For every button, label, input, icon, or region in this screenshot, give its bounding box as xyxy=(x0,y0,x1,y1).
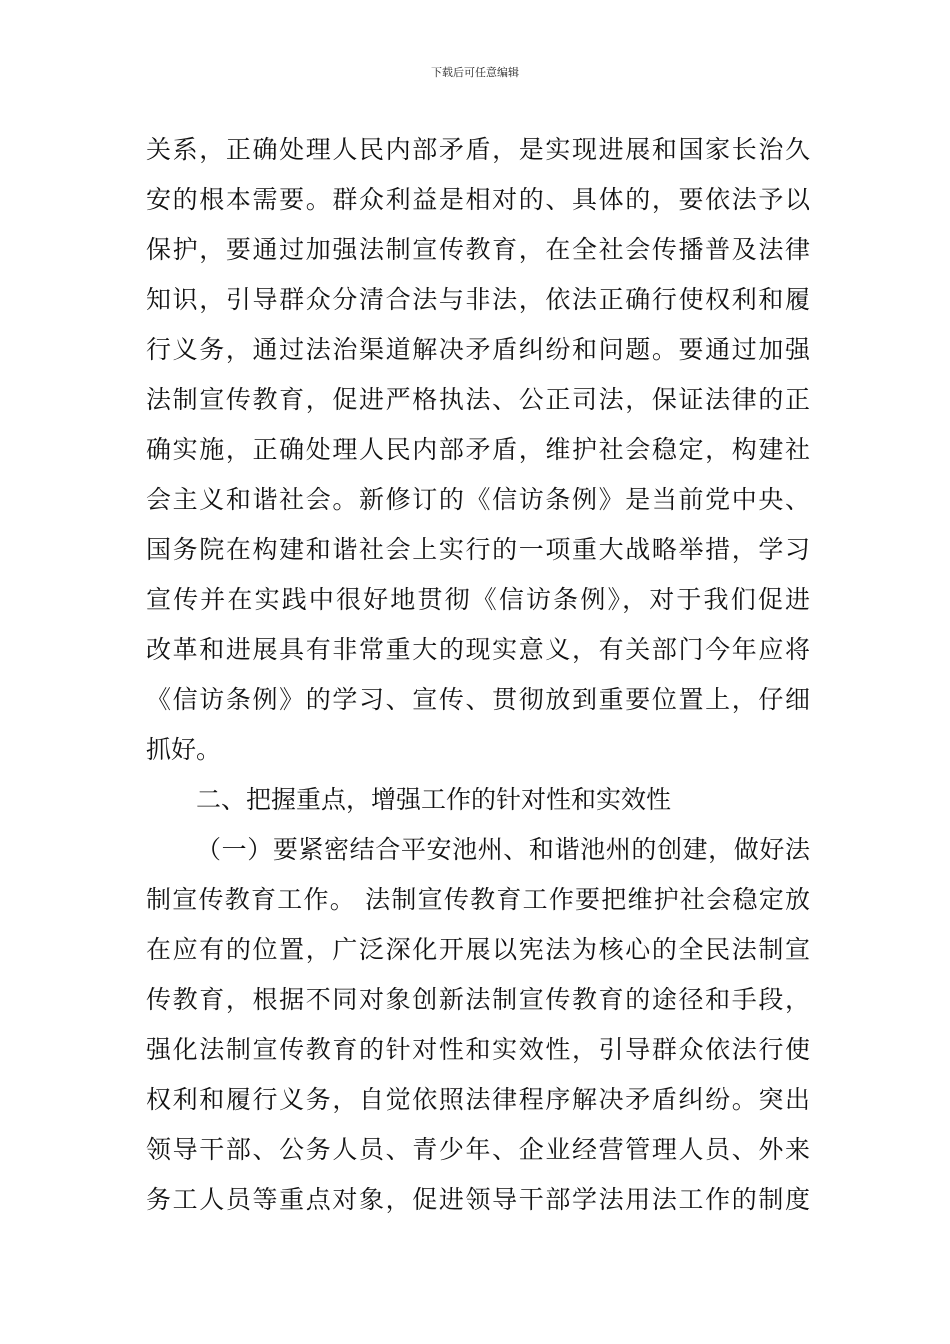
text-line: 权利和履行义务，自觉依照法律程序解决矛盾纠纷。突出 xyxy=(146,1085,810,1114)
text-line: 保护，要通过加强法制宣传教育，在全社会传播普及法律 xyxy=(146,235,810,264)
text-line: 会主义和谐社会。新修订的《信访条例》是当前党中央、 xyxy=(146,485,810,514)
text-line: 关系，正确处理人民内部矛盾，是实现进展和国家长治久 xyxy=(146,135,810,164)
text-line: 确实施，正确处理人民内部矛盾，维护社会稳定，构建社 xyxy=(146,435,810,464)
text-line: 《信访条例》的学习、宣传、贯彻放到重要位置上，仔细 xyxy=(146,685,810,714)
text-line: 国务院在构建和谐社会上实行的一项重大战略举措，学习 xyxy=(146,535,810,564)
text-line: 法制宣传教育，促进严格执法、公正司法，保证法律的正 xyxy=(146,385,810,414)
page-header-note: 下载后可任意编辑 xyxy=(431,66,519,79)
text-line: 抓好。 xyxy=(146,735,222,764)
text-line: 领导干部、公务人员、青少年、企业经营管理人员、外来 xyxy=(146,1135,810,1164)
text-line: 务工人员等重点对象，促进领导干部学法用法工作的制度 xyxy=(146,1185,810,1214)
text-line: 改革和进展具有非常重大的现实意义，有关部门今年应将 xyxy=(146,635,810,664)
text-line: 强化法制宣传教育的针对性和实效性，引导群众依法行使 xyxy=(146,1035,810,1064)
section-heading: 二、把握重点，增强工作的针对性和实效性 xyxy=(196,785,672,814)
subsection-heading: （一）要紧密结合平安池州、和谐池州的创建，做好法 xyxy=(196,835,810,864)
text-line: 行义务，通过法治渠道解决矛盾纠纷和问题。要通过加强 xyxy=(146,335,810,364)
text-line: 在应有的位置，广泛深化开展以宪法为核心的全民法制宣 xyxy=(146,935,810,964)
text-line: 知识，引导群众分清合法与非法，依法正确行使权利和履 xyxy=(146,285,810,314)
text-line: 宣传并在实践中很好地贯彻《信访条例》，对于我们促进 xyxy=(146,585,810,614)
text-line: 制宣传教育工作。 法制宣传教育工作要把维护社会稳定放 xyxy=(146,885,810,914)
document-body xyxy=(146,125,810,1225)
text-line: 安的根本需要。群众利益是相对的、具体的，要依法予以 xyxy=(146,185,810,214)
text-line: 传教育，根据不同对象创新法制宣传教育的途径和手段， xyxy=(146,985,810,1014)
